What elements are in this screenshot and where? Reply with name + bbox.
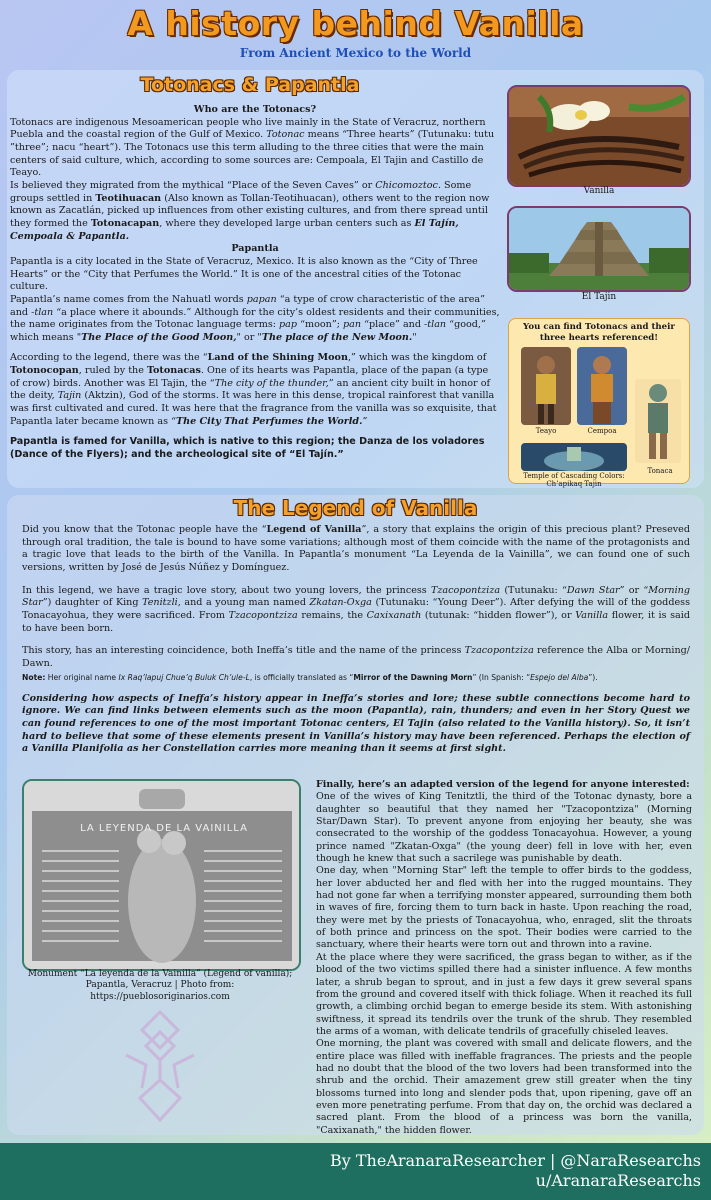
temple-caption-line1: Temple of Cascading Colors:	[523, 472, 625, 480]
monument-plaque-title: LA LEYENDA DE LA VAINILLA	[80, 823, 248, 834]
text-run: Totonacas	[146, 365, 201, 377]
teayo-figure	[521, 347, 571, 425]
el-tajin-pyramid-image	[509, 208, 689, 290]
para-totonacs-1	[10, 117, 500, 180]
adapted-para: One of the wives of King Tenitztli, the third of the Totonac dynasty, bore a daughter so beautiful that they named her "Tzacopontziza" (Morning Star/Dawn Star). To prevent anyone from enjoying her beauty, she was consecrated to the worship of the goddess Tonacayohua. However, a young prince named "Zkatan-Oxga" (the young deer) fell in love with her, even though he knew that such a sacrilege was punishable by death.	[316, 791, 692, 865]
text-run: Did you know that the Totonac people have the “	[22, 524, 267, 535]
text-run: remains, the	[297, 609, 367, 621]
text-run: According to the legend, there was the “	[10, 352, 208, 364]
temple-caption-line2: Ch’apikaq Tajin	[546, 480, 602, 489]
legend-text	[22, 524, 690, 756]
footer-line-1: By TheAranaraResearcher | @NaraResearchs	[329, 1151, 701, 1170]
vanilla-constellation-motif	[120, 1010, 200, 1125]
text-run: (Tutunaku: “	[500, 584, 567, 596]
text-run: Tajin	[57, 390, 82, 402]
footer	[0, 1143, 711, 1200]
text-run: Espejo del Alba	[530, 672, 589, 682]
el-tajin-caption: El Tajin	[581, 292, 617, 302]
text-run: " or "	[236, 331, 262, 343]
text-run: (Also known as Tollan-Teotihuacan), others went to the region now known as Zacatlán, picked up influences from other existing cultures, and from there spread until they formed the	[10, 192, 490, 229]
text-run: , and a young man named	[177, 597, 310, 609]
page-subtitle: From Ancient Mexico to the World	[239, 46, 472, 60]
references-card-title: You can find Totonacs and their three hearts referenced!	[523, 322, 675, 344]
text-run: Tzacopontziza	[464, 645, 534, 657]
text-run: Papantla is a city located in the State of Veracruz, Mexico. It is also known as the “City of Three Hearts” or the “City that Perfumes the World.” It is one of the ancestral cities of the Totonac culture.	[10, 255, 478, 293]
text-run: Her original name	[45, 672, 119, 682]
header	[0, 0, 711, 70]
vanilla-photo	[507, 85, 691, 187]
famed-text: Papantla is famed for Vanilla, which is native to this region; the Danza de los voladores (Dance of the Flyers); and the archeological site of “El Tajín.”	[10, 436, 485, 461]
footer-line-2: u/AranaraResearchs	[535, 1171, 701, 1190]
text-run: , ruled by the	[78, 365, 147, 377]
text-run: ”	[362, 415, 368, 427]
text-run: Totonac	[266, 129, 305, 141]
text-run: Tzacopontziza	[228, 609, 298, 621]
cempoa-label: Cempoa	[587, 427, 617, 435]
text-run: ”, a story that explains the origin of this precious plant? Preseved through oral tradition, the tale is bound to have some variations; although most of them coincide with the name of the protagonists and a tragic love that leads to the birth of the Vanilla. In Papantla’s monument “La Leyenda de la Vainilla”, we can found one of such versions, written by José de Jesús Núñez y Domínguez.	[22, 524, 690, 573]
text-run: "	[412, 331, 417, 343]
text-run: Mirror of the Dawning Morn	[353, 672, 473, 682]
text-run: ”).	[588, 672, 598, 682]
vanilla-caption: Vanilla	[583, 186, 615, 196]
text-run: The city of the thunder,	[214, 377, 329, 389]
considering-text: Considering how aspects of Ineffa’s history appear in Ineffa’s stories and lore; these subtle connections become hard to ignore. We can find links between elements such as the moon (Papantla), rain, thunders; and even in her Story Quest we can found references to one of the most important Totonac centers, El Tajin (also related to the Vanilla history). So, it isn’t hard to believe that some of these elements present in Vanilla’s history may have been referenced. Perhaps the election of a Vanilla Planifolia as her Constellation carries more meaning than it seems at first sight.	[22, 692, 690, 755]
cempoa-character-image	[577, 347, 627, 425]
who-heading: Who are the Totonacs?	[193, 104, 317, 115]
tonaca-figure	[635, 379, 681, 463]
text-run: pan	[343, 319, 362, 331]
temple-image	[521, 443, 627, 471]
text-run: “moon”;	[297, 319, 344, 331]
text-run: . One of its hearts was Papantla, place of the papan (a type of crow) birds. Another was El Tajin, the “	[10, 365, 489, 389]
text-run: The Place of the Good Moon,	[81, 331, 237, 343]
text-run: Is believed they migrated from the mythical “Place of the Seven Caves” or	[10, 179, 376, 191]
text-run: papan	[246, 293, 277, 305]
text-run: “place” and	[361, 319, 425, 331]
monument-image	[24, 781, 299, 969]
text-run: ” or “	[619, 584, 649, 596]
adapted-heading: Finally, here’s an adapted version of the legend for anyone interested:	[316, 779, 690, 790]
text-run: Totonocopan	[10, 365, 79, 377]
para-legend-3	[22, 645, 690, 670]
adapted-para: One morning, the plant was covered with small and delicate flowers, and the entire place was filled with ineffable fragrances. The priests and the people had no doubt that the blood of the two lovers had been transformed into the shrub and the orchid. Their amazement grew still greater when the tiny blossoms turned into long and slender pods that, upon ripening, gave off an even more penetrating perfume. From that day on, the orchid was declared a sacred plant. From the blood of a princess was born the vanilla, "Caxixanath," the hidden flower.	[316, 1038, 692, 1136]
text-run: pap	[279, 319, 298, 331]
text-run: flower, it is said to have been born.	[22, 609, 690, 634]
text-run: Papantla’s name comes from the Nahuatl words	[10, 293, 247, 305]
text-run: Totonacs are indigenous Mesoamerican people who live mainly in the State of Veracruz, northern Puebla and the coastal region of the Gulf of Mexico.	[10, 116, 486, 141]
text-run: In this legend, we have a tragic love story, about two young lovers, the princess	[22, 584, 431, 596]
text-run: The place of the New Moon.	[261, 331, 413, 343]
text-run: ”) daughter of King	[42, 597, 143, 609]
temple-caption	[513, 472, 635, 488]
footer-credits	[330, 1151, 701, 1191]
adapted-para: One day, when "Morning Star" left the temple to offer birds to the goddess, her lover abducted her and fled with her into the rugged mountains. They had not gone far when a terrifying monster appeared, surrounding them both in waves of fire, forcing them to turn back in haste. Upon reaching the road, they were met by the priests of Tonacayohua, who, enraged, slit the throats of both prince and princess on the spot. Their bodies were carried to the sanctuary, where their hearts were torn out and thrown into a ravine.	[316, 865, 692, 951]
adapted-legend	[316, 779, 692, 1137]
text-run: El Tajín, Cempoala & Papantla.	[10, 217, 459, 242]
text-run: Caxixanath	[366, 609, 422, 621]
text-run: , where they developed large urban centers such as	[159, 217, 415, 229]
text-run: (Aktzin), God of the storms. It was here in this dense, tropical rainforest that vanilla was first cultivated and cured. It was here that the fragrance from the vanilla was so exquisite, that Papantla later became known as “	[10, 390, 497, 427]
text-run: Ix Raq’lapuj Chue’q Buluk Ch’ule-L	[118, 672, 250, 682]
references-card	[508, 318, 690, 489]
text-run: -tlan	[31, 306, 54, 318]
text-run: (Tutunaku: “Young Deer”). After defying the will of the goddess Tonacayohua, they were sacrificed. From	[22, 597, 690, 621]
text-run: Tenitzli	[142, 597, 178, 609]
text-run: means “Three hearts” (Tutunaku: tutu ”three”; nacu “heart”). The Totonacs use this term alluding to the three cities that were the main centers of said culture, which, according to some sources are: Cempoala, El Tajin and Castillo de Teayo.	[10, 129, 495, 179]
text-run: , is officially translated as “	[249, 672, 354, 682]
section-title-legend: The Legend of Vanilla	[233, 496, 478, 520]
para-totonacs-2	[10, 180, 500, 243]
monument-caption: Monument “La leyenda de la Vainilla” (Legend of vanilla); Papantla, Veracruz | Photo from: https://pueblosoriginarios.com	[27, 969, 293, 1002]
text-run: Legend of Vanilla	[266, 524, 362, 535]
teayo-character-image	[521, 347, 571, 425]
text-run: Zkatan-Oxga	[309, 597, 372, 609]
teayo-label: Teayo	[535, 427, 557, 435]
tonaca-character-image	[635, 379, 681, 463]
text-run: Land of the Shining Moon	[207, 352, 348, 364]
text-run: -tlan	[424, 319, 447, 331]
section-title-totonacs: Totonacs & Papantla	[140, 74, 360, 96]
text-run: ” an ancient city built in honor of the deity,	[10, 377, 491, 402]
text-run: ,” which was the kingdom of	[347, 352, 487, 364]
text-run: Totonacapan	[90, 217, 160, 229]
adapted-para: At the place where they were sacrificed, the grass began to wither, as if the blood of the two victims spilled there had a sinister influence. A few months later, a shrub began to sprout, and in just a few days it grew several spans from the ground and covered itself with thick foliage. When it reached its full growth, a climbing orchid began to emerge beside its stem. With astonishing swiftness, it spread its tendrils over the trunk of the shrub. They resembled the arms of a woman, with delicate tendrils of gracefully chiseled leaves.	[316, 951, 692, 1037]
text-run: Chicomoztoc	[375, 179, 438, 191]
text-run: Vanilla	[575, 609, 609, 621]
note-text	[22, 673, 690, 683]
vanilla-pods-image	[509, 87, 689, 185]
text-run: “a place where it abounds.” Although for the city’s oldest residents and their communities, the name originates from the Totonac language terms:	[10, 306, 500, 331]
papantla-heading: Papantla	[231, 243, 279, 255]
temple-of-cascading-colors-figure	[521, 443, 627, 471]
text-run: Teotihuacan	[95, 192, 162, 204]
para-legend-1	[22, 524, 690, 575]
text-run: Note:	[22, 672, 46, 682]
para-legend-2	[22, 585, 690, 636]
text-run: “good,” which means "	[10, 319, 486, 343]
para-papantla-2	[10, 294, 500, 345]
para-legend-land	[10, 352, 500, 428]
monument-photo	[22, 779, 301, 971]
text-run: reference the Alba or Morning/ Dawn.	[22, 645, 690, 669]
text-run: . Some groups settled in	[10, 179, 472, 204]
text-run: Tzacopontziza	[430, 584, 501, 596]
text-run: The City That Perfumes the World.	[175, 415, 363, 427]
el-tajin-photo	[507, 206, 691, 292]
text-run: (tutunak: “hidden flower”), or	[421, 609, 576, 621]
tonaca-label: Tonaca	[647, 467, 673, 475]
text-run: “a type of crow characteristic of the area” and	[10, 293, 486, 318]
cempoa-figure	[577, 347, 627, 425]
text-run: Dawn Star	[566, 584, 620, 596]
totonacs-text	[10, 104, 500, 462]
text-run: ” (In Spanish: “	[472, 672, 531, 682]
page-title: A history behind Vanilla	[127, 4, 584, 43]
text-run: This story, has an interesting coincidence, both Ineffa’s title and the name of the princess	[22, 645, 465, 657]
para-papantla-1	[10, 256, 500, 294]
text-run: Morning Star	[22, 584, 691, 609]
